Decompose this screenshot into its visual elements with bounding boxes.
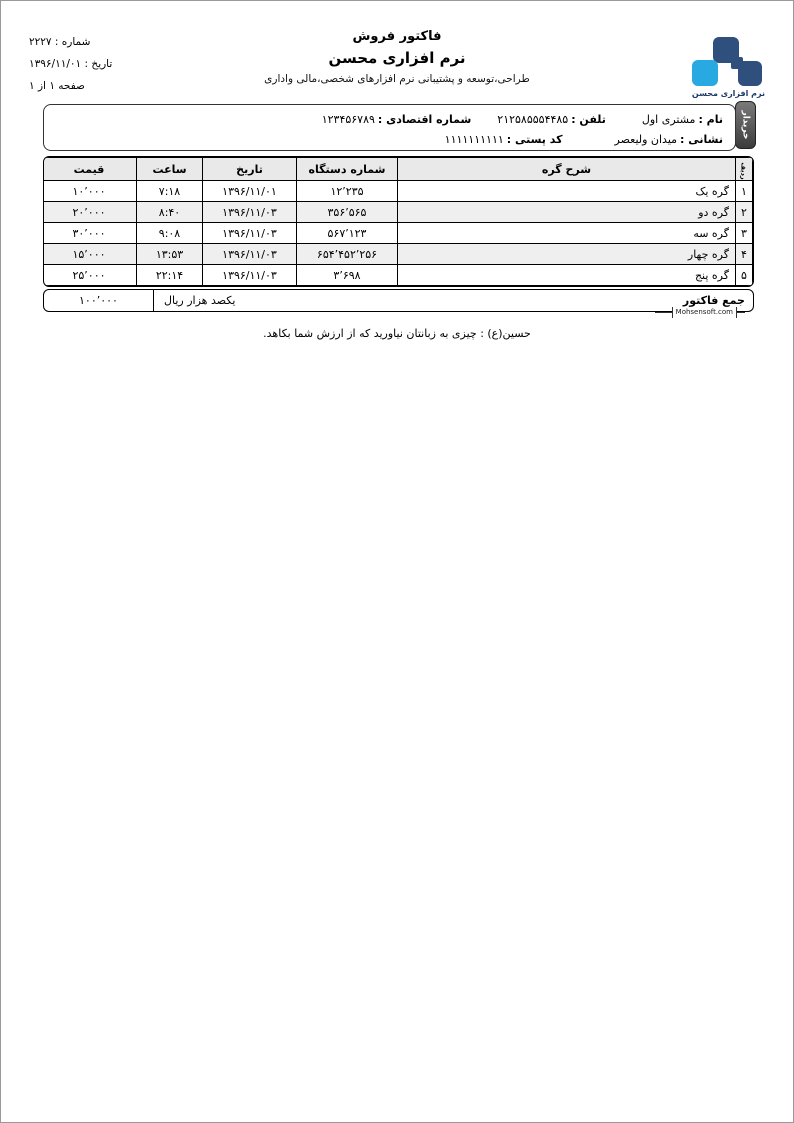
cell-price: ۲۰٬۰۰۰ [43,202,137,223]
cell-description: گره دو [398,202,736,223]
cell-description: گره سه [398,223,736,244]
company-name: نرم افزاری محسن [328,49,466,67]
buyer-phone-value: ۲۱۲۵۸۵۵۵۴۴۸۵ [497,113,569,126]
cell-time: ۲۲:۱۴ [137,265,203,286]
header-date: تاریخ [203,158,297,181]
table-row [43,181,753,202]
cell-row-number: ۴ [736,244,753,265]
cell-price: ۱۰٬۰۰۰ [43,181,137,202]
buyer-postal-label: کد پستی : [506,133,563,146]
cell-description: گره یک [398,181,736,202]
cell-price: ۱۵٬۰۰۰ [43,244,137,265]
buyer-address-label: نشانی : [680,133,723,146]
cell-time: ۷:۱۸ [137,181,203,202]
header-description: شرح گره [398,158,736,181]
header-price: قیمت [43,158,137,181]
logo-square-dark-right-icon [738,61,762,86]
cell-device-number: ۵۶۷٬۱۲۳ [297,223,398,244]
watermark-line-right [737,312,745,313]
buyer-address-value: میدان ولیعصر [614,133,678,146]
total-amount-number: ۱۰۰٬۰۰۰ [44,290,154,311]
cell-row-number: ۱ [736,181,753,202]
header-time: ساعت [137,158,203,181]
total-label: جمع فاکتور [682,294,745,307]
cell-row-number: ۲ [736,202,753,223]
cell-price: ۲۵٬۰۰۰ [43,265,137,286]
buyer-postal-value: ۱۱۱۱۱۱۱۱۱۱ [444,133,504,146]
items-table [43,156,754,287]
table-row [43,223,753,244]
buyer-row-1 [54,110,723,130]
cell-device-number: ۳۵۶٬۵۶۵ [297,202,398,223]
watermark-line-left [655,312,672,313]
header-titles [1,27,793,88]
company-tagline: طراحی،توسعه و پشتیبانی نرم افزارهای شخصی،مالی واداری [264,73,530,85]
cell-device-number: ۶۵۴٬۴۵۲٬۲۵۶ [297,244,398,265]
cell-row-number: ۵ [736,265,753,286]
total-amount-words: یکصد هزار ریال [164,294,236,307]
invoice-date: تاریخ : ۱۳۹۶/۱۱/۰۱ [29,58,113,70]
buyer-economic-label: شماره اقتصادی : [377,113,472,126]
buyer-tab [735,101,756,149]
cell-device-number: ۱۲٬۲۳۵ [297,181,398,202]
cell-date: ۱۳۹۶/۱۱/۰۳ [203,265,297,286]
cell-time: ۸:۴۰ [137,202,203,223]
table-row [43,265,753,286]
cell-description: گره چهار [398,244,736,265]
cell-device-number: ۳٬۶۹۸ [297,265,398,286]
footer-quote: حسین(ع) : چیزی به زبانتان نیاورید که از ارزش شما بکاهد. [263,327,531,340]
invoice-number: شماره : ۲۲۲۷ [29,36,91,48]
buyer-tab-label: خریدار [740,110,751,140]
buyer-phone-label: تلفن : [571,113,606,126]
cell-time: ۹:۰۸ [137,223,203,244]
cell-date: ۱۳۹۶/۱۱/۰۳ [203,223,297,244]
invoice-total-bar [43,289,754,312]
header-device-number: شماره دستگاه [297,158,398,181]
header-row-number: ردیف [736,158,753,181]
buyer-name-value: مشتری اول [641,113,696,126]
logo-square-light-icon [692,60,718,86]
cell-time: ۱۳:۵۳ [137,244,203,265]
watermark-text: Mohsensoft.com [672,307,737,318]
cell-date: ۱۳۹۶/۱۱/۰۱ [203,181,297,202]
document-title: فاکتور فروش [352,29,442,44]
buyer-row-2 [54,130,723,150]
buyer-info-box [43,104,736,151]
cell-row-number: ۳ [736,223,753,244]
table-header-row [43,158,753,181]
watermark [655,306,745,318]
table-row [43,244,753,265]
buyer-name-label: نام : [698,113,723,126]
company-logo [693,35,765,101]
cell-description: گره پنج [398,265,736,286]
buyer-economic-value: ۱۲۳۴۵۶۷۸۹ [321,113,375,126]
logo-caption: نرم افزاری محسن [691,89,765,98]
page-indicator: صفحه ۱ از ۱ [29,80,85,92]
table-row [43,202,753,223]
cell-date: ۱۳۹۶/۱۱/۰۳ [203,202,297,223]
cell-price: ۳۰٬۰۰۰ [43,223,137,244]
cell-date: ۱۳۹۶/۱۱/۰۳ [203,244,297,265]
